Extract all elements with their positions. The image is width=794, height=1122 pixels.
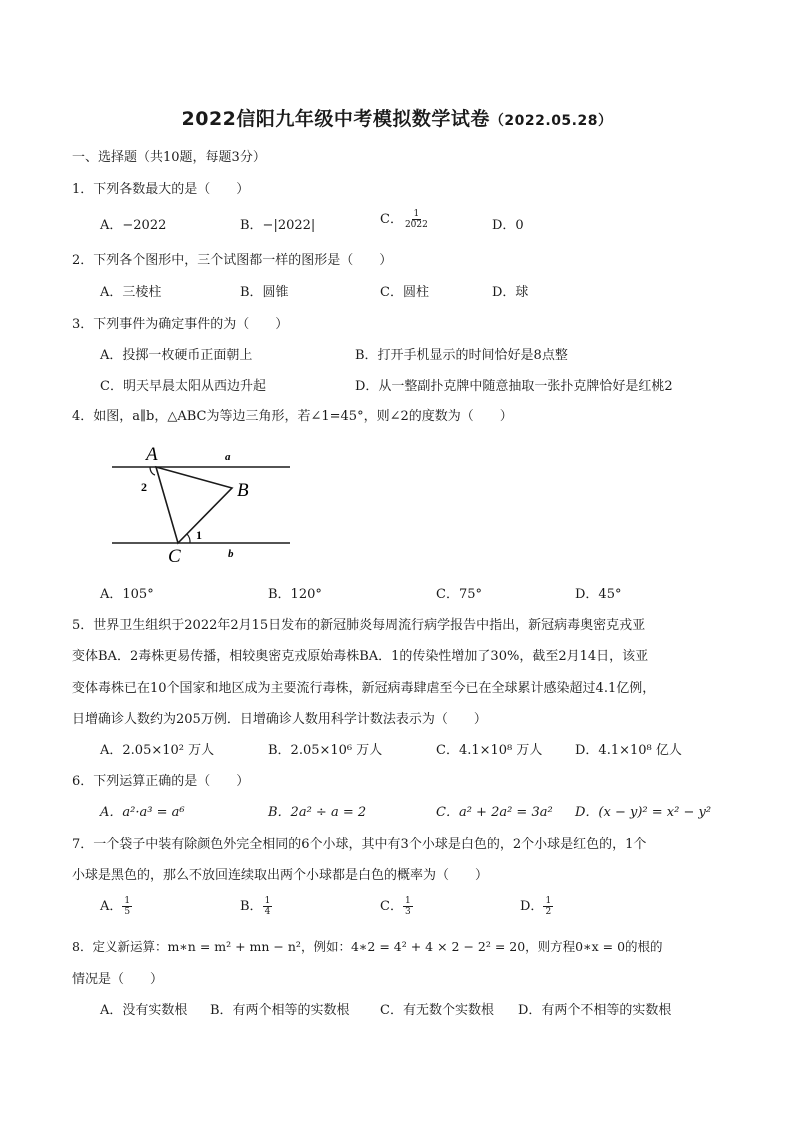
q1-option-c-fraction	[403, 209, 430, 230]
q2-option-d: D．球	[492, 285, 529, 300]
vertex-b-label: B	[237, 480, 249, 501]
q5-line-4: 日增确诊人数约为205万例．日增确诊人数用科学计数法表示为（ ）	[72, 712, 487, 727]
q7-option-c	[380, 895, 413, 917]
triangle-parallel-lines-figure	[100, 440, 300, 570]
q7-option-a	[100, 895, 132, 917]
q1-stem: 1．下列各数最大的是（ ）	[72, 182, 250, 197]
fraction-denominator: 3	[404, 907, 411, 917]
fraction-numerator: 1	[413, 209, 420, 219]
triangle-abc	[156, 467, 232, 543]
q1-option-a: A．−2022	[100, 218, 167, 233]
angle-2-arc	[150, 467, 155, 475]
q7-option-d	[520, 895, 553, 917]
q5-line-3: 变体毒株已在10个国家和地区成为主要流行毒株，新冠病毒肆虐至今已在全球累计感染超过4.1亿例，	[72, 681, 656, 696]
fraction-numerator: 1	[124, 896, 131, 906]
q5-option-d: D．4.1×10⁸ 亿人	[575, 743, 682, 758]
q5-line-1: 5．世界卫生组织于2022年2月15日发布的新冠肺炎每周流行病学报告中指出，新冠病毒奥密克戎亚	[72, 618, 646, 633]
fraction-denominator: 4	[264, 907, 271, 917]
page-title	[0, 104, 794, 131]
q7-option-b-fraction	[263, 896, 273, 917]
q6-stem: 6．下列运算正确的是（ ）	[72, 774, 250, 789]
q7-line-1: 7．一个袋子中装有除颜色外完全相同的6个小球，其中有3个小球是白色的，2个小球是红色的，1个	[72, 837, 647, 852]
angle-2-label: 2	[141, 480, 147, 494]
q8-line-2: 情况是（ ）	[72, 972, 164, 987]
fraction-numerator: 1	[404, 896, 411, 906]
q6-option-b: B．2a² ÷ a = 2	[268, 805, 367, 820]
angle-1-label: 1	[196, 528, 202, 542]
angle-1-arc	[187, 534, 190, 543]
q4-option-b: B．120°	[268, 587, 322, 602]
q3-option-a: A．投掷一枚硬币正面朝上	[100, 348, 253, 363]
q7-option-b-label: B．	[240, 899, 263, 914]
q5-option-b: B．2.05×10⁶ 万人	[268, 743, 383, 758]
q8-line-1: 8．定义新运算：m∗n = m² + mn − n²，例如：4∗2 = 4² + 4 × 2 − 2² = 20，则方程0∗x = 0的根的	[72, 939, 663, 954]
fraction-denominator: 2022	[404, 220, 428, 230]
q3-option-d: D．从一整副扑克牌中随意抽取一张扑克牌恰好是红桃2	[355, 379, 673, 394]
q8-option-b: B．有两个相等的实数根	[210, 1003, 350, 1018]
section-heading: 一、选择题（共10题，每题3分）	[72, 150, 266, 165]
q7-option-a-fraction	[122, 896, 132, 917]
q2-option-a: A．三棱柱	[100, 285, 162, 300]
q4-option-c: C．75°	[436, 587, 482, 602]
q7-option-c-fraction	[403, 896, 413, 917]
title-date: （2022.05.28）	[489, 113, 613, 129]
q6-option-a: A．a²·a³ = a⁶	[100, 805, 185, 820]
vertex-c-label: C	[168, 546, 181, 567]
q3-option-c: C．明天早晨太阳从西边升起	[100, 379, 266, 394]
q7-option-d-fraction	[543, 896, 553, 917]
q2-stem: 2．下列各个图形中，三个试图都一样的图形是（ ）	[72, 253, 393, 268]
q5-line-2: 变体BA．2毒株更易传播，相较奥密克戎原始毒株BA．1的传染性增加了30%，截至2月14日，该亚	[72, 649, 649, 664]
q1-option-b: B．−|2022|	[240, 218, 316, 233]
q1-option-c	[380, 208, 430, 230]
q8-option-a: A．没有实数根	[100, 1003, 188, 1018]
q7-option-d-label: D．	[520, 899, 544, 914]
title-text: 2022信阳九年级中考模拟数学试卷	[181, 108, 490, 130]
q7-line-2: 小球是黑色的，那么不放回连续取出两个小球都是白色的概率为（ ）	[72, 868, 489, 883]
line-b-label: b	[228, 548, 234, 560]
q3-option-b: B．打开手机显示的时间恰好是8点整	[355, 348, 568, 363]
fraction-denominator: 2	[545, 907, 552, 917]
q7-option-c-label: C．	[380, 899, 403, 914]
q5-option-a: A．2.05×10² 万人	[100, 743, 215, 758]
q4-option-a: A．105°	[100, 587, 154, 602]
q5-option-c: C．4.1×10⁸ 万人	[436, 743, 543, 758]
q8-option-d: D．有两个不相等的实数根	[518, 1003, 672, 1018]
q6-option-c: C．a² + 2a² = 3a²	[436, 805, 553, 820]
q7-option-a-label: A．	[100, 899, 123, 914]
q7-option-b	[240, 895, 272, 917]
q1-option-d: D．0	[492, 218, 524, 233]
q1-option-c-label: C．	[380, 212, 403, 227]
q4-option-d: D．45°	[575, 587, 622, 602]
line-a-label: a	[225, 451, 231, 463]
q8-option-c: C．有无数个实数根	[380, 1003, 494, 1018]
q3-stem: 3．下列事件为确定事件的为（ ）	[72, 317, 289, 332]
q6-option-d: D．(x − y)² = x² − y²	[575, 805, 712, 820]
q2-option-c: C．圆柱	[380, 285, 429, 300]
q4-stem: 4．如图，a∥b，△ABC为等边三角形，若∠1=45°，则∠2的度数为（ ）	[72, 409, 513, 424]
fraction-numerator: 1	[264, 896, 271, 906]
vertex-a-label: A	[146, 444, 158, 465]
fraction-denominator: 5	[124, 907, 131, 917]
q2-option-b: B．圆锥	[240, 285, 289, 300]
fraction-numerator: 1	[545, 896, 552, 906]
